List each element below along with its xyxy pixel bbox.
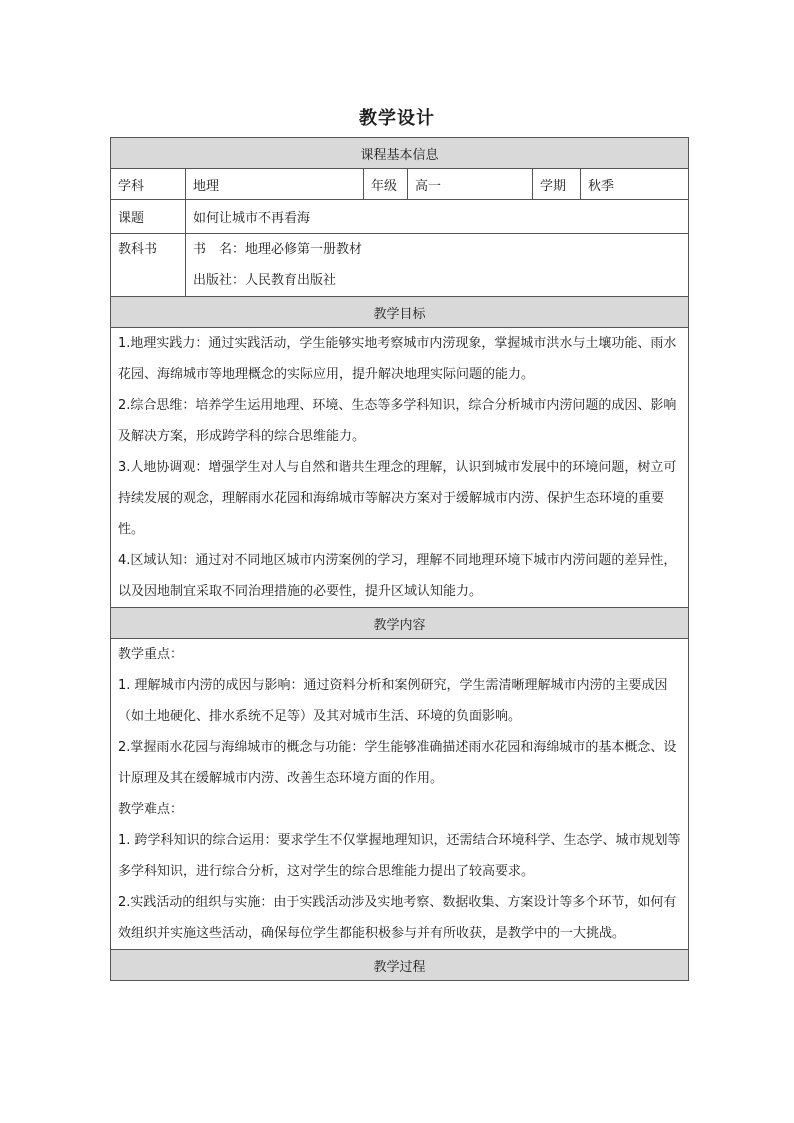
grade-value: 高一: [408, 169, 533, 200]
key-points-label: 教学重点：: [118, 647, 184, 662]
section-header-process: 教学过程: [111, 950, 689, 981]
goal-item: 1.地理实践力：通过实践活动，学生能够实地考察城市内涝现象，掌握城市洪水与土壤功能、雨水花园、海绵城市等地理概念的实际应用，提升解决地理实际问题的能力。: [118, 336, 677, 382]
term-label: 学期: [533, 169, 581, 200]
term-value: 秋季: [581, 169, 689, 200]
goal-item: 4.区域认知：通过对不同地区城市内涝案例的学习，理解不同地理环境下城市内涝问题的差异性，以及因地制宜采取不同治理措施的必要性，提升区域认知能力。: [118, 553, 677, 599]
difficult-point-item: 2.实践活动的组织与实施：由于实践活动涉及实地考察、数据收集、方案设计等多个环节，如何有效组织并实施这些活动，确保每位学生都能积极参与并有所收获，是教学中的一大挑战。: [118, 895, 677, 941]
textbook-label-text: 教科书: [118, 242, 158, 257]
content-cell: [111, 639, 689, 950]
document-title: 教学设计: [359, 108, 435, 129]
textbook-label: [111, 234, 186, 297]
difficult-points-label: 教学难点：: [118, 802, 184, 817]
key-point-item: 2.掌握雨水花园与海绵城市的概念与功能：学生能够准确描述雨水花园和海绵城市的基本概念、设计原理及其在缓解城市内涝、改善生态环境方面的作用。: [118, 740, 677, 786]
section-header-basic-info: 课程基本信息: [111, 138, 689, 169]
grade-label: 年级: [364, 169, 408, 200]
textbook-info: [186, 234, 689, 297]
subject-value: 地理: [186, 169, 364, 200]
publisher: 出版社：人民教育出版社: [193, 273, 337, 288]
section-header-goals: 教学目标: [111, 297, 689, 328]
difficult-point-item: 1. 跨学科知识的综合运用：要求学生不仅掌握地理知识，还需结合环境科学、生态学、城市规划等多学科知识，进行综合分析，这对学生的综合思维能力提出了较高要求。: [118, 833, 681, 879]
lesson-plan-table: [110, 137, 689, 981]
topic-value: 如何让城市不再看海: [186, 200, 689, 234]
key-point-item: 1. 理解城市内涝的成因与影响：通过资料分析和案例研究，学生需清晰理解城市内涝的主要成因（如土地硬化、排水系统不足等）及其对城市生活、环境的负面影响。: [118, 678, 668, 724]
goals-cell: [111, 328, 689, 608]
section-header-content: 教学内容: [111, 608, 689, 639]
goal-item: 2.综合思维：培养学生运用地理、环境、生态等多学科知识，综合分析城市内涝问题的成因、影响及解决方案，形成跨学科的综合思维能力。: [118, 398, 677, 444]
book-name: 书 名：地理必修第一册教材: [193, 242, 363, 257]
subject-label: 学科: [111, 169, 186, 200]
topic-label: 课题: [111, 200, 186, 234]
goal-item: 3.人地协调观：增强学生对人与自然和谐共生理念的理解，认识到城市发展中的环境问题，树立可持续发展的观念，理解雨水花园和海绵城市等解决方案对于缓解城市内涝、保护生态环境的重要性。: [118, 460, 677, 537]
